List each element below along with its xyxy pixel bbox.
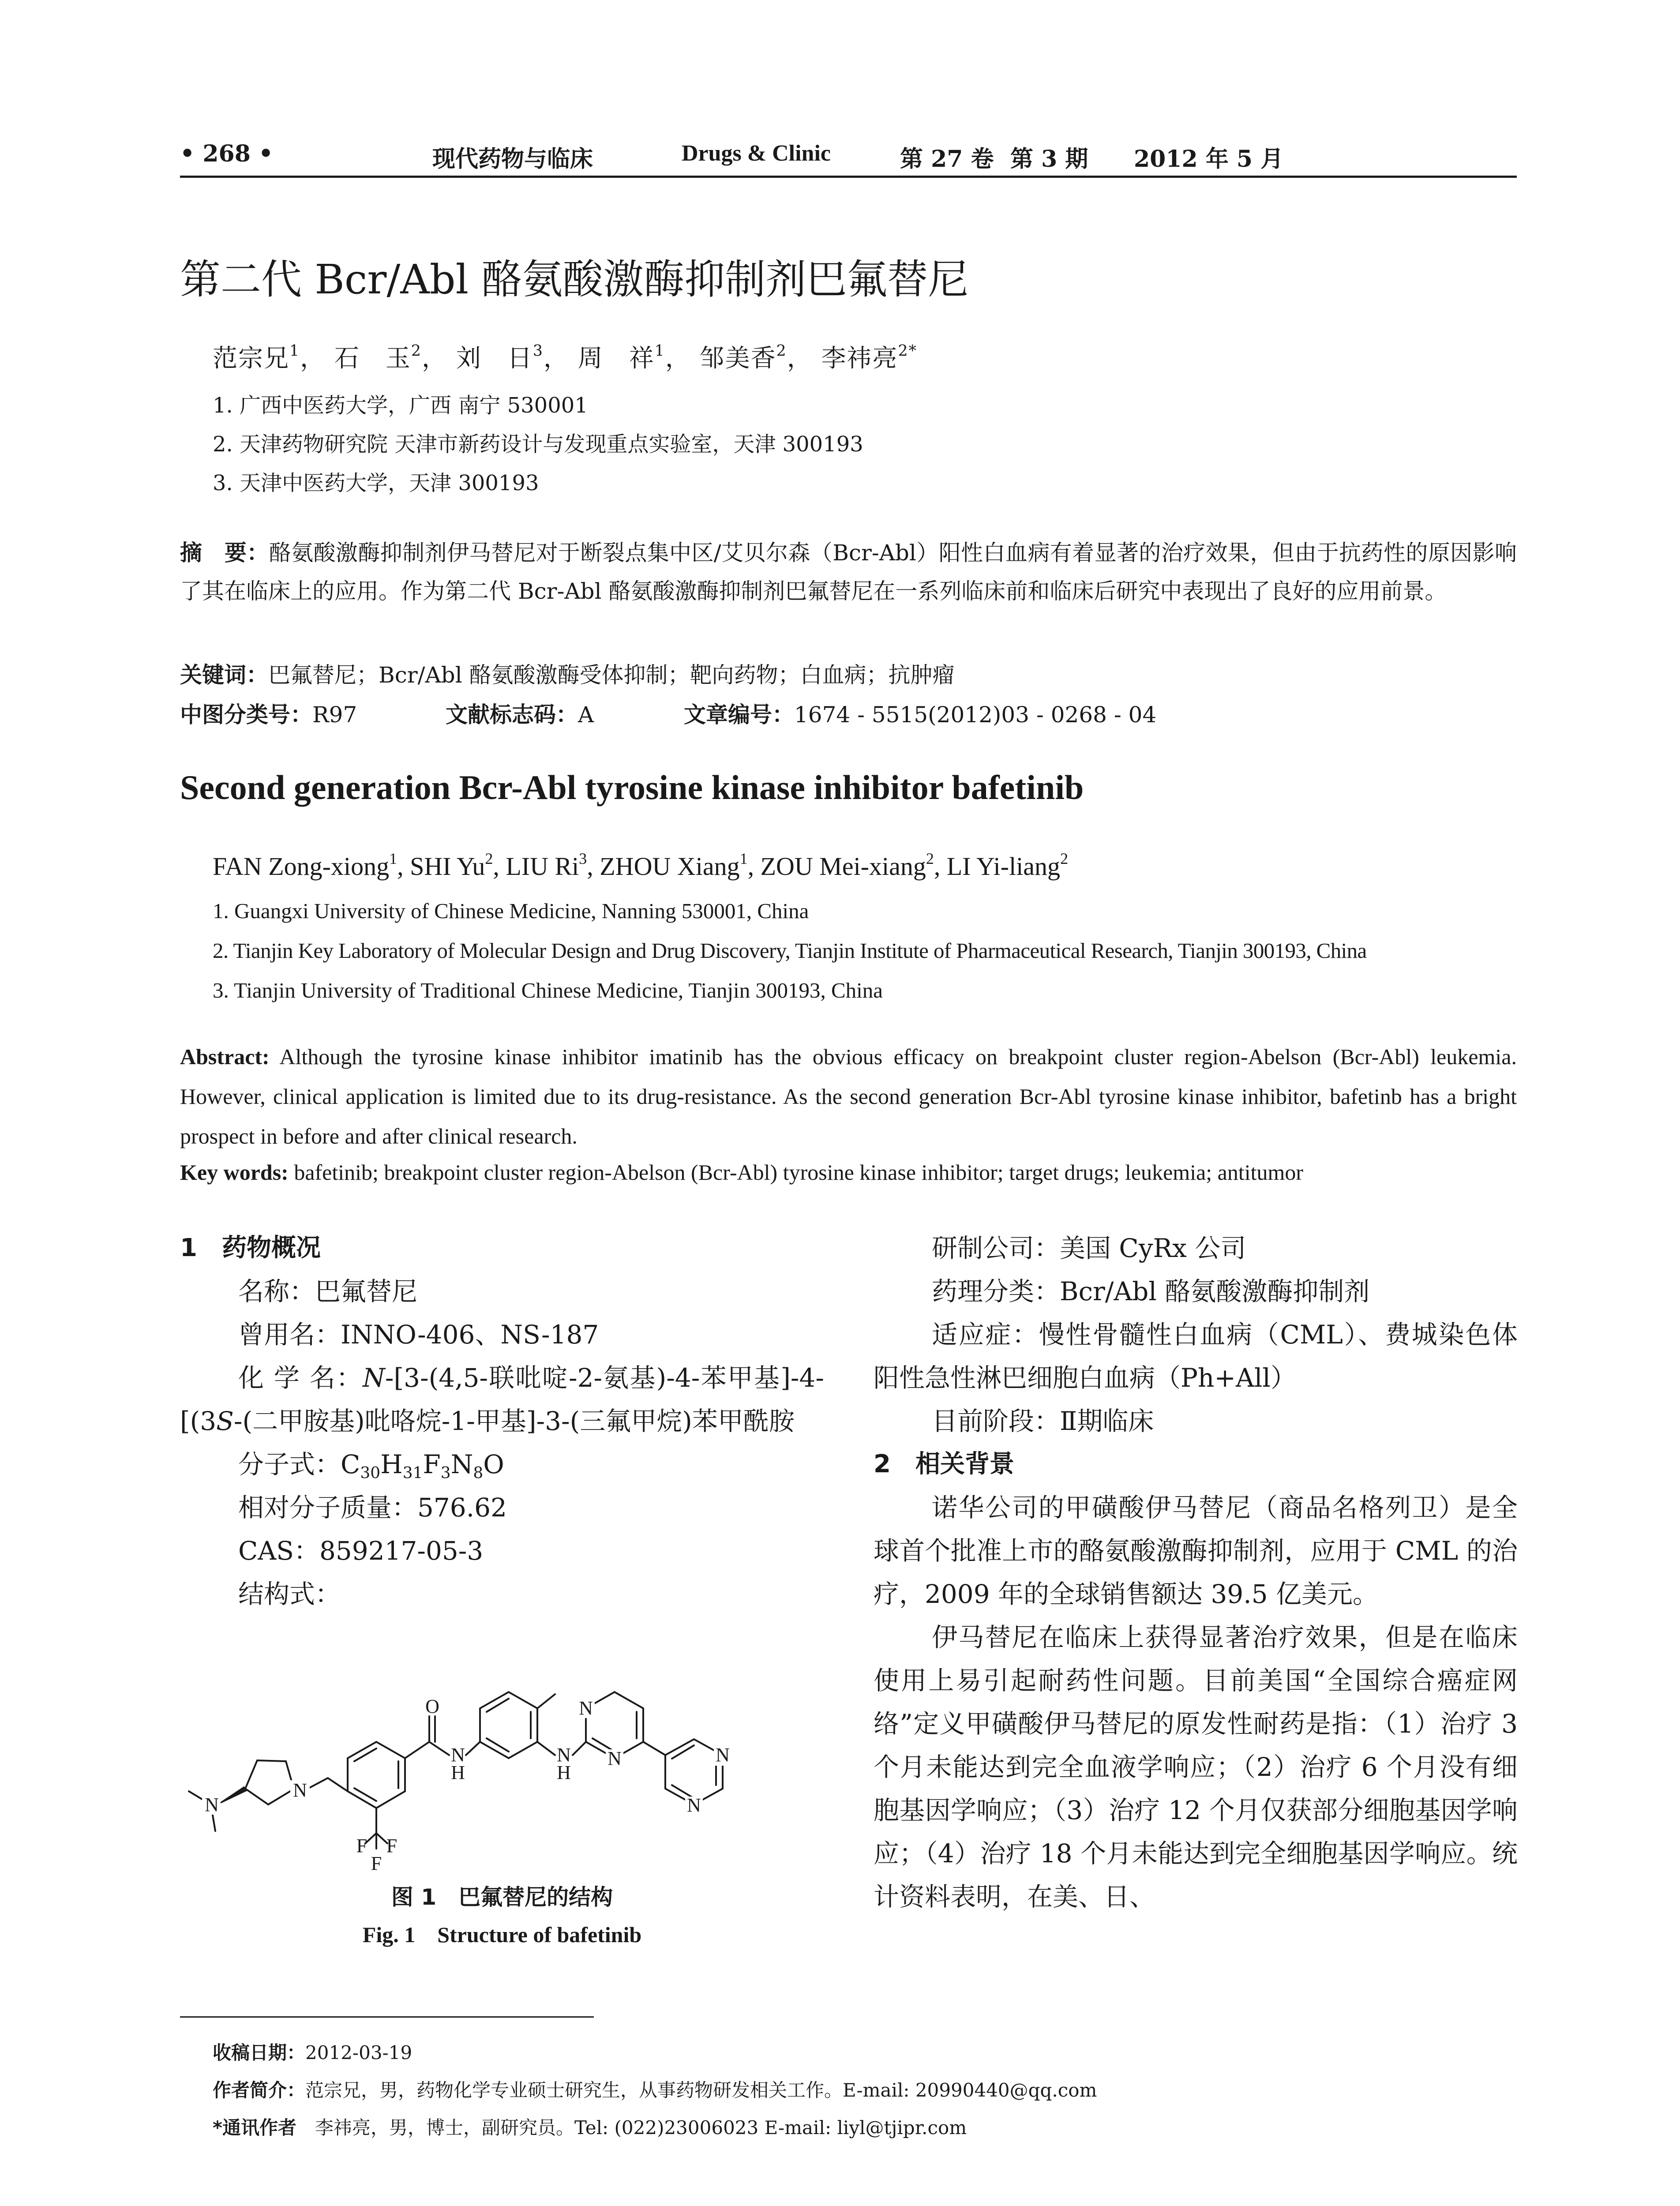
journal-volume: 第 27 卷 — [900, 146, 994, 173]
author-en: SHI Yu — [410, 852, 485, 881]
affiliation-cn: 2. 天津药物研究院 天津市新药设计与发现重点实验室，天津 300193 — [213, 432, 863, 457]
received-date: 收稿日期：2012-03-19 — [213, 2042, 412, 2063]
page-number: • 268 • — [180, 140, 274, 167]
current-stage: 目前阶段：Ⅱ期临床 — [932, 1406, 1154, 1436]
body-paragraph: 诺华公司的甲磺酸伊马替尼（商品名格列卫）是全球首个批准上市的酪氨酸激酶抑制剂，应用于 CML 的治疗，2009 年的全球销售额达 39.5 亿美元。 — [874, 1493, 1518, 1609]
doc-label: 文献标志码： — [446, 702, 578, 728]
drug-name: 名称：巴氟替尼 — [238, 1276, 418, 1306]
atom-label: F — [371, 1853, 382, 1874]
clc-label: 中图分类号： — [180, 702, 312, 728]
abstract-en-text: Although the tyrosine kinase inhibitor imatinib has the obvious efficacy on breakpoint cluster region-Abelson (Bcr-Abl) leukemia. However, clinical application is limited due to its drug-resistance. As the second generation Bcr-Abl tyrosine kinase inhibitor, bafetinb has a bright prospect in before and after clinical research. — [180, 1044, 1517, 1148]
left-column — [180, 1227, 824, 1616]
header-rule — [180, 176, 1517, 178]
indication: 适应症：慢性骨髓性白血病（CML）、费城染色体阳性急性淋巴细胞白血病（Ph+All） — [874, 1320, 1518, 1393]
abstract-en-label: Abstract: — [180, 1044, 270, 1069]
molecular-formula: 分子式：$C_{30}H_{31}F_3N_8O$ — [238, 1449, 504, 1482]
pharmacology-class: 药理分类：Bcr/Abl 酪氨酸激酶抑制剂 — [932, 1276, 1370, 1306]
atom-label: O — [425, 1696, 439, 1717]
bafetinib-structure-figure — [180, 1659, 824, 1880]
keywords-cn-label: 关键词： — [180, 662, 268, 688]
author-cn: 范宗兄 — [213, 344, 289, 373]
doc-code — [446, 697, 594, 729]
atom-label: F — [356, 1835, 368, 1857]
author-en: ZOU Mei-xiang — [760, 852, 926, 881]
affiliation-cn: 1. 广西中医药大学，广西 南宁 530001 — [213, 393, 588, 418]
journal-name-cn: 现代药物与临床 — [432, 146, 593, 173]
author-bio: 作者简介：范宗兄，男，药物化学专业硕士研究生，从事药物研发相关工作。E-mail: 20990440@qq.com — [213, 2079, 1097, 2101]
keywords-en-label: Key words: — [180, 1160, 289, 1185]
journal-date: 2012 年 5 月 — [1134, 146, 1284, 173]
keywords-en — [180, 1159, 1303, 1185]
author-en: FAN Zong-xiong — [213, 852, 390, 881]
atom-label: N — [608, 1748, 622, 1769]
author-cn: 石 玉 — [334, 344, 411, 373]
structure-label: 结构式： — [238, 1579, 341, 1609]
right-column — [874, 1227, 1518, 1918]
keywords-cn-text: 巴氟替尼；Bcr/Abl 酪氨酸激酶受体抑制；靶向药物；白血病；抗肿瘤 — [268, 662, 955, 688]
affiliation-en: 3. Tianjin University of Traditional Chinese Medicine, Tianjin 300193, China — [213, 978, 883, 1002]
atom-label: N — [451, 1744, 465, 1766]
figure-caption-en: Fig. 1 Structure of bafetinib — [362, 1922, 642, 1947]
chemical-name: 化 学 名：N-[3-(4,5-联吡啶-2-氨基)-4-苯甲基]-4-[(3S-(二甲胺基)吡咯烷-1-甲基]-3-(三氟甲烷)苯甲酰胺 — [180, 1363, 824, 1436]
atom-label: N — [579, 1697, 593, 1719]
section-heading: 2 相关背景 — [874, 1450, 1014, 1478]
atom-label: N — [716, 1744, 730, 1766]
atom-label: F — [386, 1835, 398, 1857]
article-code — [684, 697, 1156, 729]
molecular-mass: 相对分子质量：576.62 — [238, 1493, 507, 1523]
classification-row — [180, 697, 357, 729]
affiliation-cn: 3. 天津中医药大学，天津 300193 — [213, 471, 539, 495]
affiliation-en: 1. Guangxi University of Chinese Medicine, Nanning 530001, China — [213, 899, 809, 923]
abstract-en — [180, 1037, 1517, 1156]
keywords-en-text: bafetinib; breakpoint cluster region-Abelson (Bcr-Abl) tyrosine kinase inhibitor; target drugs; leukemia; antitumor — [294, 1160, 1304, 1185]
author-cn: 李祎亮 — [821, 344, 898, 373]
author-cn: 刘 日 — [456, 344, 533, 373]
journal-issue: 第 3 期 — [1010, 146, 1088, 173]
doc-value: A — [578, 702, 594, 728]
abstract-cn — [180, 534, 1517, 611]
article-value: 1674 - 5515(2012)03 - 0268 - 04 — [794, 702, 1157, 728]
affiliation-en: 2. Tianjin Key Laboratory of Molecular Design and Drug Discovery, Tianjin Institute of Pharmaceutical Research, Tianjin 300193, China — [213, 938, 1367, 963]
cas-number: CAS：859217-05-3 — [238, 1536, 484, 1566]
corresponding-author: *通讯作者 李祎亮，男，博士，副研究员。Tel: (022)23006023 E-mail: liyl@tjipr.com — [213, 2117, 967, 2138]
author-en: ZHOU Xiang — [600, 852, 740, 881]
keywords-cn — [180, 657, 955, 689]
author-cn: 周 祥 — [578, 344, 655, 373]
author-en: LI Yi-liang — [946, 852, 1061, 881]
section-heading: 1 药物概况 — [180, 1234, 321, 1262]
body-paragraph: 伊马替尼在临床上获得显著治疗效果，但是在临床使用上易引起耐药性问题。目前美国“全国综合癌症网络”定义甲磺酸伊马替尼的原发性耐药是指：（1）治疗 3 个月未能达到完全血液学响应；（2）治疗 6 个月没有细胞基因学响应；（3）治疗 12 个月仅获部分细胞基因学响应；（4）治疗 18 个月未能达到完全细胞基因学响应。统计资料表明，在美、日、 — [874, 1622, 1518, 1912]
title-en: Second generation Bcr-Abl tyrosine kinase inhibitor bafetinib — [180, 768, 1084, 807]
abstract-cn-label: 摘 要： — [180, 540, 269, 566]
journal-name-en: Drugs & Clinic — [682, 141, 831, 166]
atom-label: H — [557, 1762, 571, 1783]
authors-en: FAN Zong-xiong$^1$, SHI Yu$^2$, LIU Ri$^3$, ZHOU Xiang$^1$, ZOU Mei-xiang$^2$, LI Yi-liang$^2$ — [213, 849, 1069, 881]
developer: 研制公司：美国 CyRx 公司 — [932, 1233, 1246, 1263]
authors-cn: 范宗兄$^1$， 石 玉$^2$， 刘 日$^3$， 周 祥$^1$， 邹美香$^2$， 李祎亮$^{2*}$ — [213, 342, 917, 373]
author-cn: 邹美香 — [699, 344, 776, 373]
abstract-cn-text: 酪氨酸激酶抑制剂伊马替尼对于断裂点集中区/艾贝尔森（Bcr-Abl）阳性白血病有着显著的治疗效果，但由于抗药性的原因影响了其在临床上的应用。作为第二代 Bcr-Abl 酪氨酸激酶抑制剂巴氟替尼在一系列临床前和临床后研究中表现出了良好的应用前景。 — [180, 540, 1517, 604]
figure-caption-cn: 图 1 巴氟替尼的结构 — [391, 1884, 613, 1910]
atom-label: N — [293, 1779, 307, 1801]
atom-label: N — [557, 1744, 571, 1766]
title-cn: 第二代 Bcr/Abl 酪氨酸激酶抑制剂巴氟替尼 — [180, 256, 969, 303]
atom-label: N — [205, 1794, 219, 1816]
author-en: LIU Ri — [506, 852, 579, 881]
footnote-rule — [180, 2016, 594, 2018]
atom-label: H — [451, 1762, 465, 1783]
clc-value: R97 — [312, 702, 357, 728]
drug-alias: 曾用名：INNO-406、NS-187 — [238, 1320, 599, 1350]
atom-label: N — [687, 1794, 701, 1816]
article-label: 文章编号： — [684, 702, 794, 728]
